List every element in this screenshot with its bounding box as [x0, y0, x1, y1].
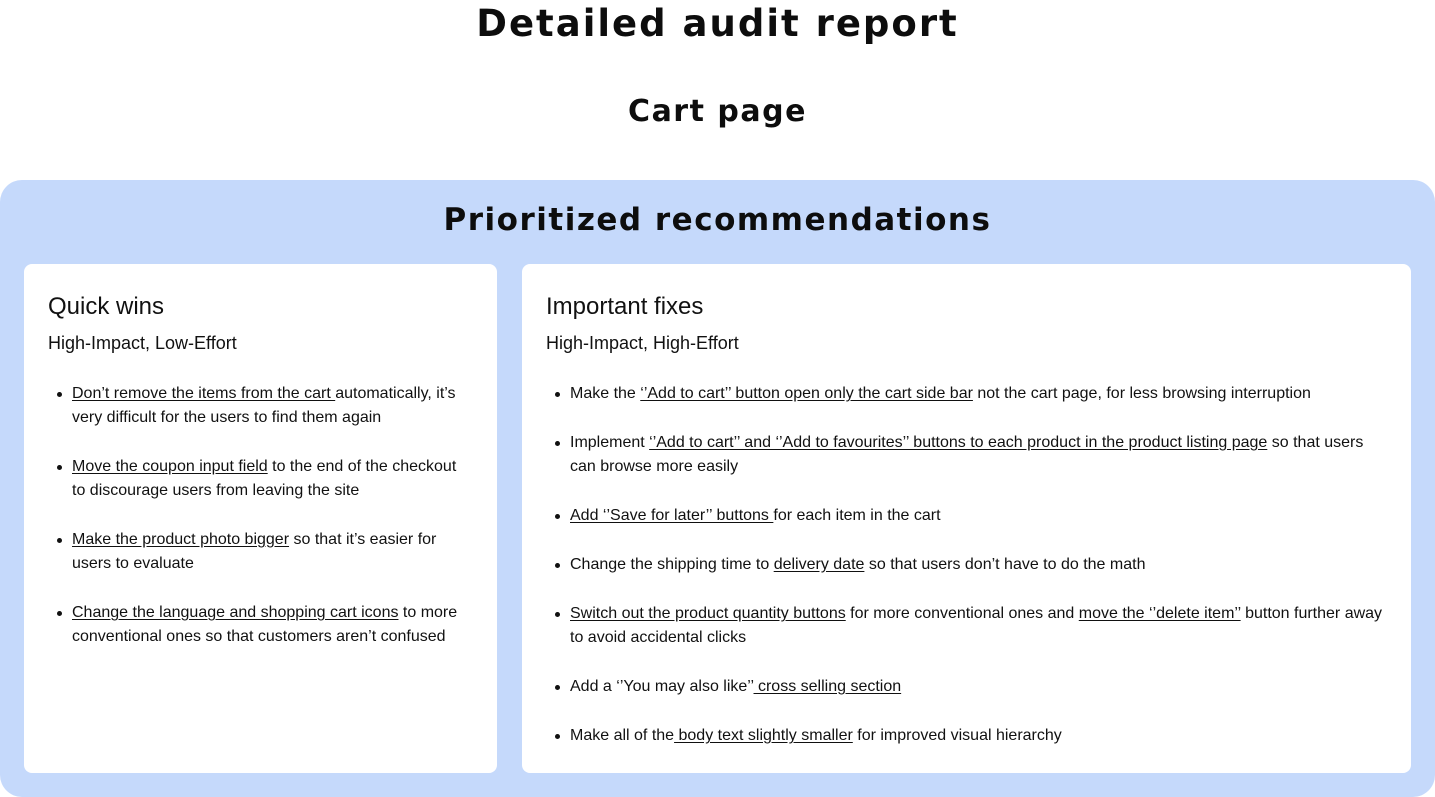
recommendation-text: to more conventional ones so that customers aren’t confused: [72, 604, 458, 645]
page-title: Detailed audit report: [476, 2, 959, 45]
important-fixes-subtitle: High-Impact, High-Effort: [546, 333, 739, 353]
recommendation-link: ‘’Add to cart’’ button open only the cart side bar: [640, 385, 973, 402]
recommendation-text: Add a ‘’You may also like’’: [570, 678, 754, 695]
recommendation-link: Add ‘’Save for later’’ buttons: [570, 507, 774, 524]
recommendation-text: button further away to avoid accidental clicks: [570, 605, 1383, 646]
quick-wins-title: Quick wins: [48, 293, 165, 320]
recommendation-text: so that it’s easier for users to evaluate: [72, 531, 437, 572]
recommendation-link: delivery date: [773, 556, 865, 573]
list-item: [546, 602, 1387, 650]
panel-title: Prioritized recommendations: [443, 202, 992, 238]
recommendation-text: Change the shipping time to: [570, 556, 774, 573]
quick-wins-card: [24, 264, 497, 773]
recommendation-text: for more conventional ones and: [845, 605, 1079, 622]
list-item: [48, 455, 473, 503]
list-item: [546, 553, 1387, 577]
important-fixes-card: [522, 264, 1411, 773]
recommendation-text: not the cart page, for less browsing interruption: [972, 385, 1311, 402]
list-item: [48, 601, 473, 649]
recommendation-text: so that users can browse more easily: [570, 434, 1364, 475]
important-fixes-title: Important fixes: [546, 293, 704, 320]
important-fixes-list: [546, 382, 1387, 748]
recommendation-text: for each item in the cart: [773, 507, 941, 524]
recommendation-link: cross selling section: [753, 678, 902, 695]
recommendation-link: ‘’Add to cart’’ and ‘’Add to favourites’’ buttons to each product in the product listing page: [649, 434, 1268, 451]
list-item: [546, 504, 1387, 528]
recommendation-text: so that users don’t have to do the math: [864, 556, 1146, 573]
quick-wins-subtitle: High-Impact, Low-Effort: [48, 333, 237, 353]
recommendation-text: automatically, it’s very difficult for the users to find them again: [72, 385, 456, 426]
recommendation-link: Make the product photo bigger: [72, 531, 290, 548]
recommendation-text: Make the: [570, 385, 641, 402]
recommendations-panel: [0, 180, 1435, 797]
list-item: [546, 724, 1387, 748]
list-item: [546, 675, 1387, 699]
recommendation-text: to the end of the checkout to discourage users from leaving the site: [72, 458, 457, 499]
list-item: [48, 528, 473, 576]
recommendation-link: Move the coupon input field: [72, 458, 268, 475]
list-item: [546, 382, 1387, 406]
recommendation-text: for improved visual hierarchy: [852, 727, 1062, 744]
list-item: [48, 382, 473, 430]
list-item: [546, 431, 1387, 479]
recommendation-link: Switch out the product quantity buttons: [570, 605, 846, 622]
page-subtitle: Cart page: [628, 94, 807, 129]
recommendation-link: Change the language and shopping cart icons: [72, 604, 399, 621]
recommendation-link: body text slightly smaller: [674, 727, 853, 744]
quick-wins-list: [48, 382, 473, 649]
recommendation-text: Implement: [570, 434, 650, 451]
recommendation-text: Make all of the: [570, 727, 675, 744]
recommendation-link: Don’t remove the items from the cart: [72, 385, 336, 402]
recommendation-link: move the ‘’delete item’’: [1078, 605, 1241, 622]
